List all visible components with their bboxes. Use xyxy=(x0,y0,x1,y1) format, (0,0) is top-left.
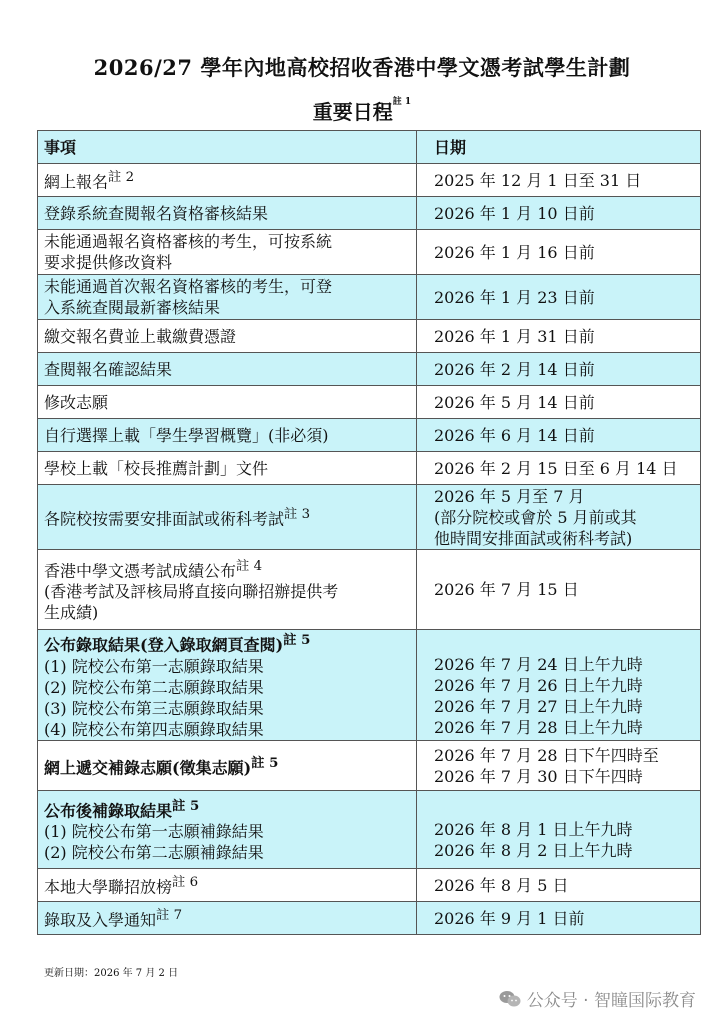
date-line xyxy=(434,633,694,654)
item-cell xyxy=(38,791,417,869)
item-line: 查閱報名確認結果 xyxy=(44,359,173,379)
date-line: 2026 年 7 月 27 日上午九時 xyxy=(434,696,643,716)
item-cell xyxy=(38,630,417,741)
item-line: 要求提供修改資料 xyxy=(44,253,173,272)
item-cell xyxy=(38,353,417,386)
date-cell xyxy=(417,452,701,485)
date-cell xyxy=(417,275,701,320)
item-line: 繳交報名費並上載繳費憑證 xyxy=(44,326,237,346)
document-title: 2026/27 學年內地高校招收香港中學文憑考試學生計劃 xyxy=(93,55,631,80)
table-row xyxy=(38,386,701,419)
date-cell xyxy=(417,419,701,452)
item-text: 網上遞交補錄志願(徵集志願) xyxy=(44,758,252,778)
header-item: 事項 xyxy=(38,131,417,164)
date-line: 2026 年 8 月 1 日上午九時 xyxy=(434,820,633,839)
item-line: 學校上載「校長推薦計劃」文件 xyxy=(44,458,269,478)
item-text: 本地大學聯招放榜 xyxy=(44,877,173,897)
item-line: 生成績) xyxy=(44,603,99,623)
date-line: 2026 年 9 月 1 日前 xyxy=(434,908,585,928)
date-cell xyxy=(417,741,701,791)
schedule-table xyxy=(37,130,701,935)
item-text: 公布錄取結果(登入錄取網頁查閱) xyxy=(44,635,284,655)
table-row xyxy=(38,902,701,935)
date-line: 2026 年 2 月 15 日至 6 月 14 日 xyxy=(434,458,678,478)
date-cell xyxy=(417,230,701,275)
footnote-marker: 註 2 xyxy=(108,170,135,186)
date-line xyxy=(434,798,694,819)
item-text: 網上報名 xyxy=(44,172,109,192)
date-line: 2026 年 1 月 10 日前 xyxy=(434,203,595,223)
date-cell xyxy=(417,791,701,869)
item-line: (1) 院校公布第一志願補錄結果 xyxy=(44,822,264,842)
item-line: 登錄系統查閱報名資格審核結果 xyxy=(44,203,269,223)
date-line: 2026 年 7 月 15 日 xyxy=(434,580,579,599)
wechat-icon xyxy=(499,990,521,1008)
date-line: 2025 年 12 月 1 日至 31 日 xyxy=(434,170,642,190)
item-line xyxy=(44,630,410,655)
item-line xyxy=(44,167,410,192)
item-line xyxy=(44,753,410,778)
table-row xyxy=(38,741,701,791)
item-line xyxy=(44,556,410,581)
item-cell xyxy=(38,386,417,419)
item-line xyxy=(44,504,410,529)
date-line: 2026 年 8 月 5 日 xyxy=(434,875,569,895)
table-row xyxy=(38,230,701,275)
date-line: 2026 年 6 月 14 日前 xyxy=(434,425,595,445)
item-line: 修改志願 xyxy=(44,392,109,412)
item-line: 入系統查閱最新審核結果 xyxy=(44,298,221,317)
table-row xyxy=(38,485,701,550)
item-cell xyxy=(38,741,417,791)
date-line: 2026 年 5 月 14 日前 xyxy=(434,392,595,412)
date-line: 2026 年 7 月 30 日下午四時 xyxy=(434,766,643,786)
table-row xyxy=(38,197,701,230)
watermark xyxy=(499,986,696,1011)
item-line: (2) 院校公布第二志願錄取結果 xyxy=(44,677,264,697)
table-header-row xyxy=(38,131,701,164)
footnote-marker: 註 5 xyxy=(283,632,311,649)
subtitle-text: 重要日程 xyxy=(312,100,393,124)
table-row xyxy=(38,869,701,902)
item-cell xyxy=(38,419,417,452)
item-line: (2) 院校公布第二志願補錄結果 xyxy=(44,843,264,863)
item-line xyxy=(44,796,410,821)
table-row xyxy=(38,320,701,353)
date-line: 2026 年 7 月 28 日上午九時 xyxy=(434,717,643,737)
item-line: (香港考試及評核局將直接向聯招辦提供考 xyxy=(44,582,339,602)
table-row xyxy=(38,550,701,630)
date-line: 2026 年 1 月 16 日前 xyxy=(434,242,595,262)
footnote-marker: 註 5 xyxy=(251,754,279,771)
date-cell xyxy=(417,902,701,935)
date-line: 2026 年 1 月 23 日前 xyxy=(434,287,595,307)
item-line xyxy=(44,872,410,897)
date-cell xyxy=(417,550,701,630)
updated-date: 更新日期：2026 年 7 月 2 日 xyxy=(44,968,179,979)
document-subtitle xyxy=(0,96,724,125)
date-cell xyxy=(417,320,701,353)
footnote-marker: 註 5 xyxy=(172,797,200,814)
item-text: 錄取及入學通知 xyxy=(44,910,157,930)
item-line: 未能通過報名資格審核的考生，可按系統 xyxy=(44,232,333,251)
date-line: 2026 年 7 月 24 日上午九時 xyxy=(434,654,643,674)
date-cell xyxy=(417,485,701,550)
item-cell xyxy=(38,902,417,935)
footnote-marker: 註 6 xyxy=(172,875,199,891)
footnote-marker: 註 3 xyxy=(284,507,311,523)
table-row xyxy=(38,419,701,452)
subtitle-note: 註 1 xyxy=(392,97,412,107)
item-cell xyxy=(38,275,417,320)
item-text: 公布後補錄取結果 xyxy=(44,801,173,821)
item-cell xyxy=(38,452,417,485)
date-cell xyxy=(417,386,701,419)
item-cell xyxy=(38,230,417,275)
date-line: 2026 年 5 月至 7 月 xyxy=(434,486,585,506)
date-line: 2026 年 7 月 26 日上午九時 xyxy=(434,675,643,695)
item-line: 未能通過首次報名資格審核的考生，可登 xyxy=(44,277,333,296)
item-cell xyxy=(38,869,417,902)
date-line: 2026 年 8 月 2 日上午九時 xyxy=(434,841,633,860)
table-row xyxy=(38,164,701,197)
date-line: 2026 年 1 月 31 日前 xyxy=(434,326,595,346)
header-date: 日期 xyxy=(417,131,701,164)
table-row xyxy=(38,353,701,386)
item-cell xyxy=(38,164,417,197)
date-line: 2026 年 7 月 28 日下午四時至 xyxy=(434,745,659,765)
item-cell xyxy=(38,550,417,630)
table-row xyxy=(38,630,701,741)
item-cell xyxy=(38,485,417,550)
item-text: 香港中學文憑考試成績公布 xyxy=(44,561,237,581)
item-line xyxy=(44,905,410,930)
date-cell xyxy=(417,869,701,902)
table-row xyxy=(38,452,701,485)
item-line: (4) 院校公布第四志願錄取結果 xyxy=(44,719,264,739)
item-cell xyxy=(38,197,417,230)
item-cell xyxy=(38,320,417,353)
footnote-marker: 註 4 xyxy=(236,558,263,574)
date-cell xyxy=(417,164,701,197)
table-row xyxy=(38,791,701,869)
footnote-marker: 註 7 xyxy=(156,908,183,924)
item-line: (3) 院校公布第三志願錄取結果 xyxy=(44,698,264,718)
item-line: 自行選擇上載「學生學習概覽」(非必須) xyxy=(44,425,329,445)
item-line: (1) 院校公布第一志願錄取結果 xyxy=(44,656,264,676)
date-cell xyxy=(417,630,701,741)
table-row xyxy=(38,275,701,320)
date-line: (部分院校或會於 5 月前或其 xyxy=(434,507,637,527)
watermark-text: 公众号 · 智瞳国际教育 xyxy=(526,991,696,1011)
item-text: 各院校按需要安排面試或術科考試 xyxy=(44,509,285,529)
date-cell xyxy=(417,197,701,230)
date-line: 他時間安排面試或術科考試) xyxy=(434,528,633,548)
date-cell xyxy=(417,353,701,386)
date-line: 2026 年 2 月 14 日前 xyxy=(434,359,595,379)
